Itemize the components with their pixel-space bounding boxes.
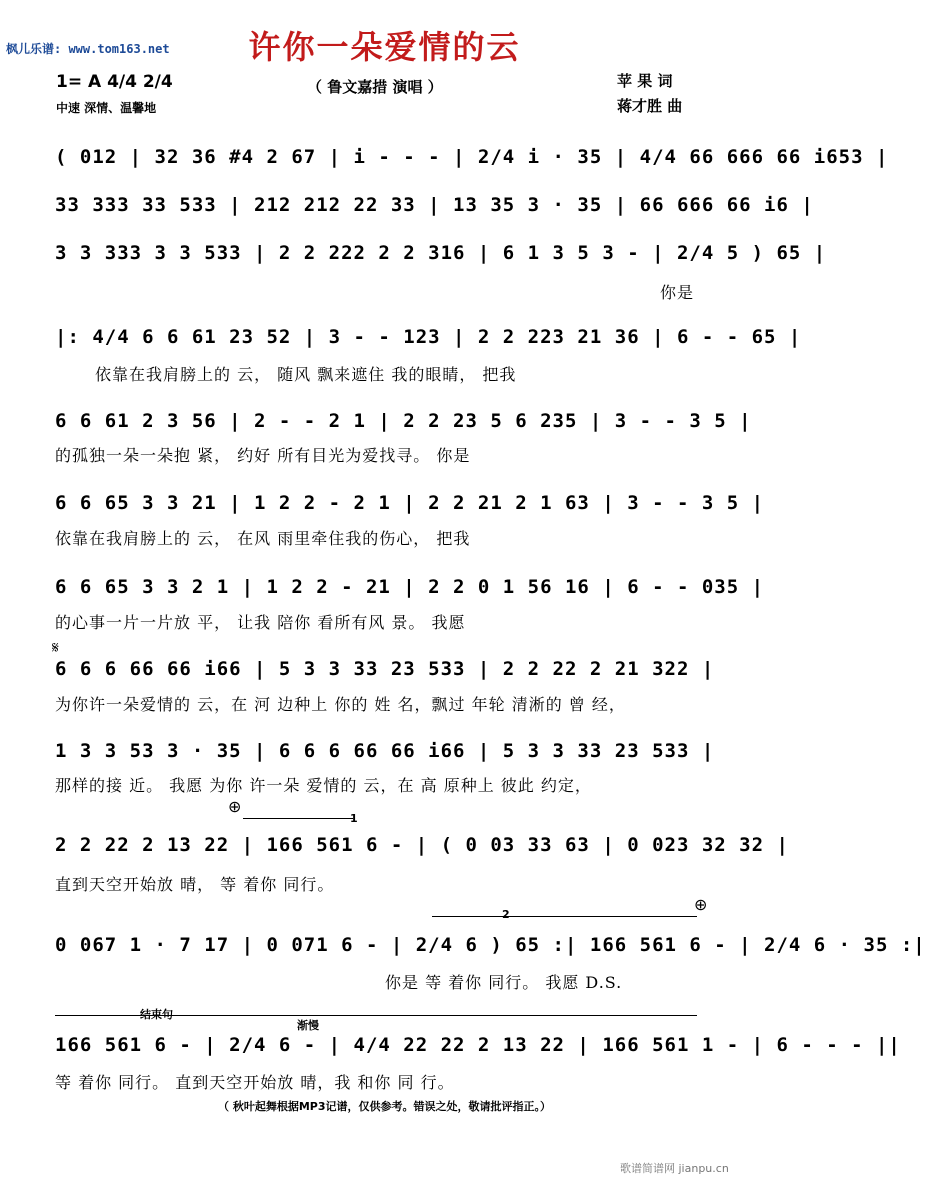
score-row-11: 0 067 1 · 7 17 | 0 071 6 - | 2/4 6 ) 65 :| 166 561 6 - | 2/4 6 · 35 :|: [55, 934, 926, 956]
watermark: 歌谱简谱网 jianpu.cn: [620, 1162, 729, 1175]
score-row-3: 3 3 333 3 3 533 | 2 2 222 2 2 316 | 6 1 3 5 3 - | 2/4 5 ) 65 |: [55, 242, 827, 264]
song-title: 许你一朵爱情的云: [248, 28, 521, 66]
lyrics-row-4: 依靠在我肩膀上的 云， 随风 飘来遮住 我的眼睛， 把我: [95, 365, 517, 384]
volta-2-label: 2: [502, 908, 510, 921]
lyrics-row-7: 的心事一片一片放 平， 让我 陪你 看所有风 景。 我愿: [55, 613, 466, 632]
lyrics-row-8: 为你许一朵爱情的 云，在 河 边种上 你的 姓 名，飘过 年轮 清淅的 曾 经，: [55, 695, 626, 714]
score-row-12: 166 561 6 - | 2/4 6 - | 4/4 22 22 2 13 22 | 166 561 1 - | 6 - - - ||: [55, 1034, 901, 1056]
transcription-note: （ 秋叶起舞根据MP3记谱，仅供参考。错误之处，敬请批评指正。）: [218, 1100, 551, 1113]
ritardando-label: 渐慢: [297, 1019, 319, 1032]
score-row-8: 6 6 6 66 66 i66 | 5 3 3 33 23 533 | 2 2 22 2 21 322 |: [55, 658, 715, 680]
score-row-1: ( 012 | 32 36 #4 2 67 | i - - - | 2/4 i · 35 | 4/4 66 666 66 i653 |: [55, 146, 889, 168]
score-row-2: 33 333 33 533 | 212 212 22 33 | 13 35 3 · 35 | 66 666 66 i6 |: [55, 194, 814, 216]
singer-credit: （ 鲁文嘉措 演唱 ）: [307, 78, 443, 96]
lyrics-row-11: 你是 等 着你 同行。 我愿 D.S.: [385, 973, 623, 992]
tempo-marking: 中速 深情、温馨地: [56, 101, 157, 115]
ending-label: 结束句: [140, 1008, 173, 1021]
score-row-5: 6 6 61 2 3 56 | 2 - - 2 1 | 2 2 23 5 6 235 | 3 - - 3 5 |: [55, 410, 752, 432]
score-row-9: 1 3 3 53 3 · 35 | 6 6 6 66 66 i66 | 5 3 3 33 23 533 |: [55, 740, 715, 762]
lyrics-row-12: 等 着你 同行。 直到天空开始放 晴，我 和你 同 行。: [55, 1073, 455, 1092]
volta-1-label: 1: [350, 812, 358, 825]
lyricist-credit: 苹 果 词: [617, 72, 673, 90]
composer-credit: 蒋才胜 曲: [617, 97, 683, 115]
site-link[interactable]: 枫儿乐谱: www.tom163.net: [6, 42, 170, 56]
lyrics-row-10: 直到天空开始放 晴， 等 着你 同行。: [55, 875, 335, 894]
coda-sign-2-icon: ⊕: [694, 895, 708, 914]
key-signature: 1= A 4/4 2/4: [56, 72, 173, 92]
segno-sign-icon: 𝄋: [52, 638, 59, 657]
score-row-6: 6 6 65 3 3 21 | 1 2 2 - 2 1 | 2 2 21 2 1 63 | 3 - - 3 5 |: [55, 492, 765, 514]
lyrics-row-5: 的孤独一朵一朵抱 紧， 约好 所有目光为爱找寻。 你是: [55, 446, 471, 465]
score-row-7: 6 6 65 3 3 2 1 | 1 2 2 - 21 | 2 2 0 1 56 16 | 6 - - 035 |: [55, 576, 765, 598]
score-row-4: |: 4/4 6 6 61 23 52 | 3 - - 123 | 2 2 223 21 36 | 6 - - 65 |: [55, 326, 802, 348]
lyrics-row-3: 你是: [660, 283, 695, 302]
score-row-10: 2 2 22 2 13 22 | 166 561 6 - | ( 0 03 33 63 | 0 023 32 32 |: [55, 834, 789, 856]
lyrics-row-9: 那样的接 近。 我愿 为你 许一朵 爱情的 云，在 高 原种上 彼此 约定，: [55, 776, 592, 795]
coda-sign-icon: ⊕: [228, 797, 242, 816]
lyrics-row-6: 依靠在我肩膀上的 云， 在风 雨里牵住我的伤心， 把我: [55, 529, 471, 548]
